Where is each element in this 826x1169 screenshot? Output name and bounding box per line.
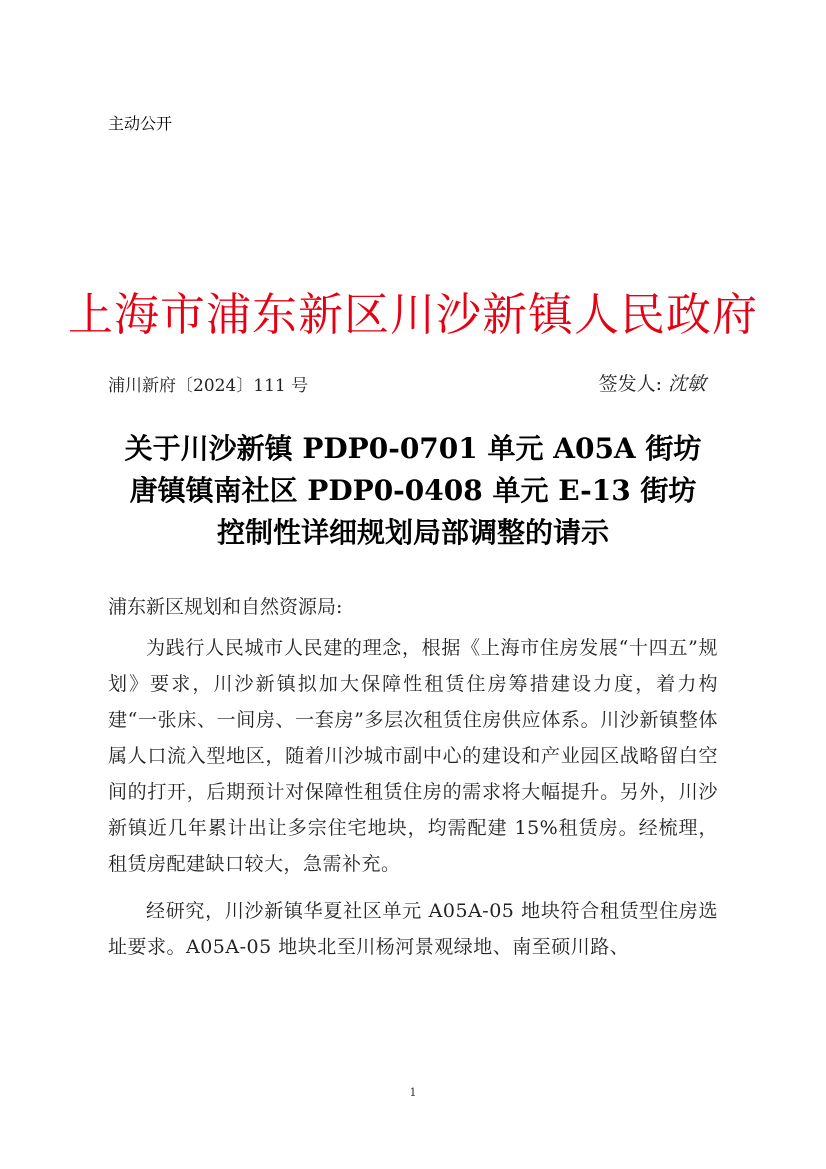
paragraph-2: 经研究，川沙新镇华夏社区单元 A05A-05 地块符合租赁型住房选址要求。A05A-05 地块北至川杨河景观绿地、南至硕川路、 [108, 900, 718, 958]
page-number: 1 [409, 1086, 417, 1099]
disclosure-label: 主动公开 [108, 114, 173, 133]
issuer-masthead: 上海市浦东新区川沙新镇人民政府 [67, 288, 758, 341]
document-number: 浦川新府〔2024〕111 号 [108, 376, 309, 396]
title-line-1: 关于川沙新镇 PDP0-0701 单元 A05A 街坊 [124, 432, 702, 465]
title-line-2: 唐镇镇南社区 PDP0-0408 单元 E-13 街坊 [129, 474, 697, 507]
body-text [108, 630, 718, 976]
signer-name: 沈敏 [667, 373, 706, 395]
title-line-3: 控制性详细规划局部调整的请示 [216, 516, 609, 549]
addressee: 浦东新区规划和自然资源局: [108, 596, 343, 618]
document-title [0, 428, 826, 554]
paragraph-1: 为践行人民城市人民建的理念，根据《上海市住房发展“十四五”规划》要求，川沙新镇拟加大保障性租赁住房筹措建设力度，着力构建“一张床、一间房、一套房”多层次租赁住房供应体系。川沙新镇整体属人口流入型地区，随着川沙城市副中心的建设和产业园区战略留白空间的打开，后期预计对保障性租赁住房的需求将大幅提升。另外，川沙新镇近几年累计出让多宗住宅地块，均需配建 15%租赁房。经梳理，租赁房配建缺口较大，急需补充。 [108, 637, 718, 875]
signer-label: 签发人: [598, 373, 662, 395]
signer-block [599, 369, 706, 396]
